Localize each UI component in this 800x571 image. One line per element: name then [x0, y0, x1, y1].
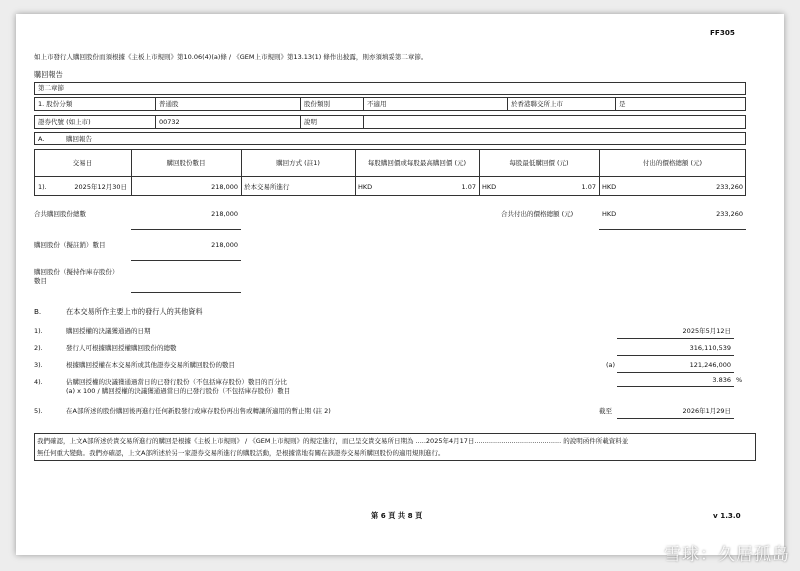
- share-class-row: [34, 97, 746, 111]
- treasury-shares-label-2: 數目: [34, 277, 47, 285]
- section-a-title: 購回報告: [66, 135, 92, 143]
- row-shares: 218,000: [211, 183, 238, 191]
- b3-index: 3).: [34, 361, 43, 369]
- header-method: 購回方式 (註1): [276, 159, 320, 167]
- row-trade-date: 2025年12月30日: [74, 183, 127, 191]
- b2-index: 2).: [34, 344, 43, 352]
- b1-value: 2025年5月12日: [682, 327, 731, 335]
- b3-label: 根據購回授權在本交易所或其他證券交易所購回股份的數目: [66, 361, 235, 369]
- watermark: 雪球：久居孤岛: [664, 545, 790, 565]
- share-type-label: 股份類別: [304, 100, 330, 108]
- security-code-label: 證券代號 (如上市): [38, 118, 91, 126]
- b4-label: 佔購回授權的決議獲通過當日的已發行股份（不包括庫存股份）數目的百分比: [66, 378, 287, 386]
- b4-unit: %: [736, 376, 743, 384]
- header-high-price: 每股購回價或每股最高購回價 (元): [367, 159, 467, 167]
- listed-label: 於香港聯交所上市: [511, 100, 563, 108]
- row-index: 1).: [38, 183, 47, 191]
- b1-index: 1).: [34, 327, 43, 335]
- security-code-value: 00732: [159, 118, 180, 126]
- chapter2-box: [34, 82, 746, 95]
- b3-value: 121,246,000: [689, 361, 731, 369]
- b3-mark: (a): [606, 361, 616, 369]
- b2-value: 316,110,539: [689, 344, 731, 352]
- row-high-price: 1.07: [461, 183, 476, 191]
- b5-mark: 截至: [599, 407, 612, 415]
- cancel-shares-value: 218,000: [211, 241, 238, 249]
- intro-text: 如上市發行人購回股份而須根據《主板上市規則》第10.06(4)(a)條 / 《GEM上市規則》第13.13(1) 條作出披露，則亦須填妥第二章節。: [34, 53, 428, 61]
- b4-sub: (a) x 100 / 購回授權的決議獲通過當日的已發行股份（不包括庫存股份）數目: [66, 387, 291, 395]
- header-trade-date: 交易日: [72, 159, 93, 167]
- section-b-title: 在本交易所作主要上市的發行人的其他資料: [66, 307, 203, 316]
- row-total-currency: HKD: [602, 183, 617, 191]
- document-page: [16, 14, 784, 555]
- b5-value: 2026年1月29日: [682, 407, 731, 415]
- treasury-shares-label-1: 購回股份（擬持作庫存股份）: [34, 268, 119, 276]
- chapter2-label: 第二章節: [38, 84, 64, 92]
- security-code-row: [34, 115, 746, 129]
- share-type-value: 不適用: [367, 100, 387, 108]
- section-a-header: [34, 132, 746, 145]
- row-low-currency: HKD: [482, 183, 497, 191]
- page-number: 第 6 頁 共 8 頁: [371, 511, 423, 520]
- row-total-price: 233,260: [716, 183, 743, 191]
- b1-label: 購回授權的決議獲通過的日期: [66, 327, 151, 335]
- row-method: 於本交易所進行: [244, 183, 290, 191]
- b5-index: 5).: [34, 407, 43, 415]
- version-label: v 1.3.0: [713, 511, 741, 520]
- header-low-price: 每股最低購回價 (元): [509, 159, 569, 167]
- header-total-price: 付出的價格總額 (元): [642, 159, 703, 167]
- confirmation-line-1: 我們確認，上文A部所述於貴交易所進行的購回是根據《主板上市規則》 / 《GEM上市規則》的規定進行，而已呈交貴交易所日期為 .....2025年4月17日.......................................... 的說明函件所載資料並: [37, 437, 629, 445]
- share-class-value: 普通股: [159, 100, 179, 108]
- report-title: 購回報告: [34, 70, 63, 79]
- share-class-label: 1. 股份分類: [38, 100, 73, 108]
- total-shares-value: 218,000: [211, 210, 238, 218]
- description-label: 說明: [304, 118, 317, 126]
- cancel-shares-label: 購回股份（擬註銷）數目: [34, 241, 106, 249]
- form-code: FF305: [710, 28, 735, 37]
- listed-value: 是: [619, 100, 626, 108]
- confirmation-line-2: 無任何重大變動。我們亦確認，上文A部所述於另一家證券交易所進行的購股活動，是根據當地有關在該證券交易所購回股份的適用規則進行。: [37, 449, 445, 457]
- section-b-letter: B.: [34, 307, 42, 316]
- total-paid-label: 合共付出的價格總額 (元): [501, 210, 574, 218]
- b4-value: 3.836: [712, 376, 731, 384]
- b5-label: 在A部所述的股份購回後再進行任何新股發行或庫存股份再出售或轉讓所適用的暫止期 (註 2): [66, 407, 331, 415]
- total-paid-value: 233,260: [716, 210, 743, 218]
- header-shares: 購回股份數目: [166, 159, 206, 167]
- total-shares-label: 合共購回股份總數: [34, 210, 86, 218]
- b4-index: 4).: [34, 378, 43, 386]
- total-paid-currency: HKD: [602, 210, 617, 218]
- row-low-price: 1.07: [581, 183, 596, 191]
- section-a-letter: A.: [38, 135, 45, 143]
- row-high-currency: HKD: [358, 183, 373, 191]
- b2-label: 發行人可根據購回授權購回股份的總數: [66, 344, 177, 352]
